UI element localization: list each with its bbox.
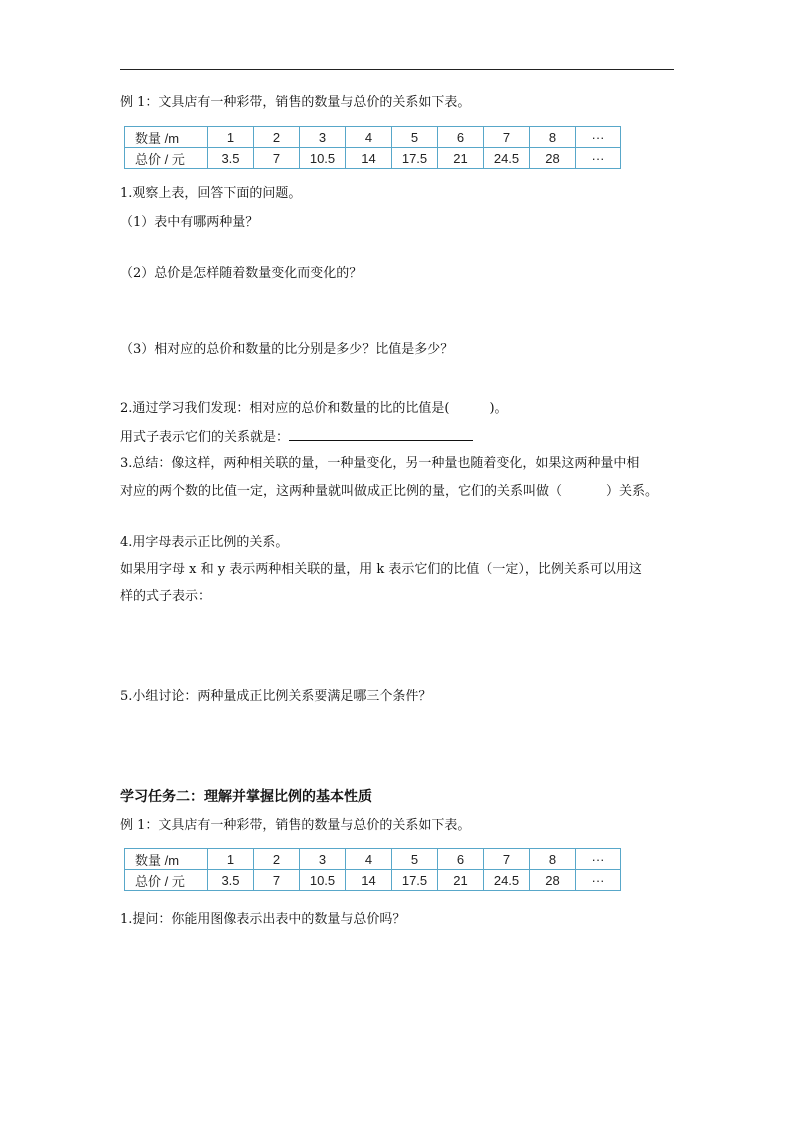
- formula-blank[interactable]: [289, 428, 473, 441]
- table-cell: ···: [576, 870, 621, 891]
- question-4-line-2: 样的式子表示：: [120, 589, 212, 604]
- table-cell: 7: [484, 127, 530, 148]
- question-1-part-2: （2）总价是怎样随着数量变化而变化的？: [120, 266, 363, 281]
- table-row: [125, 127, 621, 148]
- table-cell: 24.5: [484, 148, 530, 169]
- table-cell: 2: [254, 849, 300, 870]
- table-cell: 6: [438, 127, 484, 148]
- question-2-formula: [120, 428, 473, 446]
- question-2: [120, 401, 508, 417]
- table-cell: 14: [346, 148, 392, 169]
- question-5: 5.小组讨论：两种量成正比例关系要满足哪三个条件？: [120, 689, 432, 704]
- table-row: [125, 870, 621, 891]
- table-cell: 4: [346, 849, 392, 870]
- question-3-text: 对应的两个数的比值一定，这两种量就叫做成正比例的量，它们的关系叫做（: [120, 484, 563, 499]
- question-4-line-1: 如果用字母 x 和 y 表示两种相关联的量，用 k 表示它们的比值（一定），比例关系可以用这: [120, 562, 642, 577]
- section-heading: 学习任务二：理解并掌握比例的基本性质: [120, 789, 372, 805]
- table-cell: 24.5: [484, 870, 530, 891]
- table-cell: 1: [208, 127, 254, 148]
- table-cell: 21: [438, 148, 484, 169]
- row-header-quantity: 数量 /m: [125, 127, 208, 148]
- question-1-part-3: （3）相对应的总价和数量的比分别是多少？比值是多少？: [120, 342, 454, 357]
- table-cell: 8: [530, 127, 576, 148]
- formula-prompt: 用式子表示它们的关系就是：: [120, 430, 290, 445]
- table-cell: 7: [484, 849, 530, 870]
- question-6: 1.提问：你能用图像表示出表中的数量与总价吗？: [120, 912, 406, 927]
- table-cell: ···: [576, 127, 621, 148]
- table-cell: 3: [300, 127, 346, 148]
- row-header-price: 总价 / 元: [125, 870, 208, 891]
- quantity-price-table-2: [124, 848, 621, 891]
- table-cell: 10.5: [300, 870, 346, 891]
- table-cell: 7: [254, 870, 300, 891]
- row-header-price: 总价 / 元: [125, 148, 208, 169]
- table-cell: 28: [530, 870, 576, 891]
- header-rule: [120, 69, 674, 70]
- table-cell: 3.5: [208, 870, 254, 891]
- table-cell: 1: [208, 849, 254, 870]
- table-cell: 3: [300, 849, 346, 870]
- question-3-line-1: 3.总结：像这样，两种相关联的量，一种量变化，另一种量也随着变化，如果这两种量中相: [120, 456, 640, 471]
- example-intro: 例 1：文具店有一种彩带，销售的数量与总价的关系如下表。: [120, 95, 471, 110]
- row-header-quantity: 数量 /m: [125, 849, 208, 870]
- question-1: 1.观察上表，回答下面的问题。: [120, 186, 302, 201]
- table-cell: 14: [346, 870, 392, 891]
- table-cell: 21: [438, 870, 484, 891]
- table-cell: 17.5: [392, 148, 438, 169]
- table-row: [125, 148, 621, 169]
- table-row: [125, 849, 621, 870]
- question-1-part-1: （1）表中有哪两种量？: [120, 215, 259, 230]
- table-cell: ···: [576, 148, 621, 169]
- table-cell: 2: [254, 127, 300, 148]
- question-3-tail: ）关系。: [606, 484, 659, 499]
- question-4: 4.用字母表示正比例的关系。: [120, 535, 289, 550]
- table-cell: 6: [438, 849, 484, 870]
- table-cell: 8: [530, 849, 576, 870]
- quantity-price-table: [124, 126, 621, 169]
- question-2-text: 2.通过学习我们发现：相对应的总价和数量的比的比值是(: [120, 401, 450, 416]
- table-cell: 7: [254, 148, 300, 169]
- question-3-line-2: [120, 484, 658, 500]
- table-cell: ···: [576, 849, 621, 870]
- table-cell: 28: [530, 148, 576, 169]
- table-cell: 5: [392, 127, 438, 148]
- table-cell: 17.5: [392, 870, 438, 891]
- table-cell: 10.5: [300, 148, 346, 169]
- table-cell: 4: [346, 127, 392, 148]
- table-cell: 3.5: [208, 148, 254, 169]
- example-intro-2: 例 1：文具店有一种彩带，销售的数量与总价的关系如下表。: [120, 818, 471, 833]
- question-2-tail: )。: [489, 401, 508, 416]
- table-cell: 5: [392, 849, 438, 870]
